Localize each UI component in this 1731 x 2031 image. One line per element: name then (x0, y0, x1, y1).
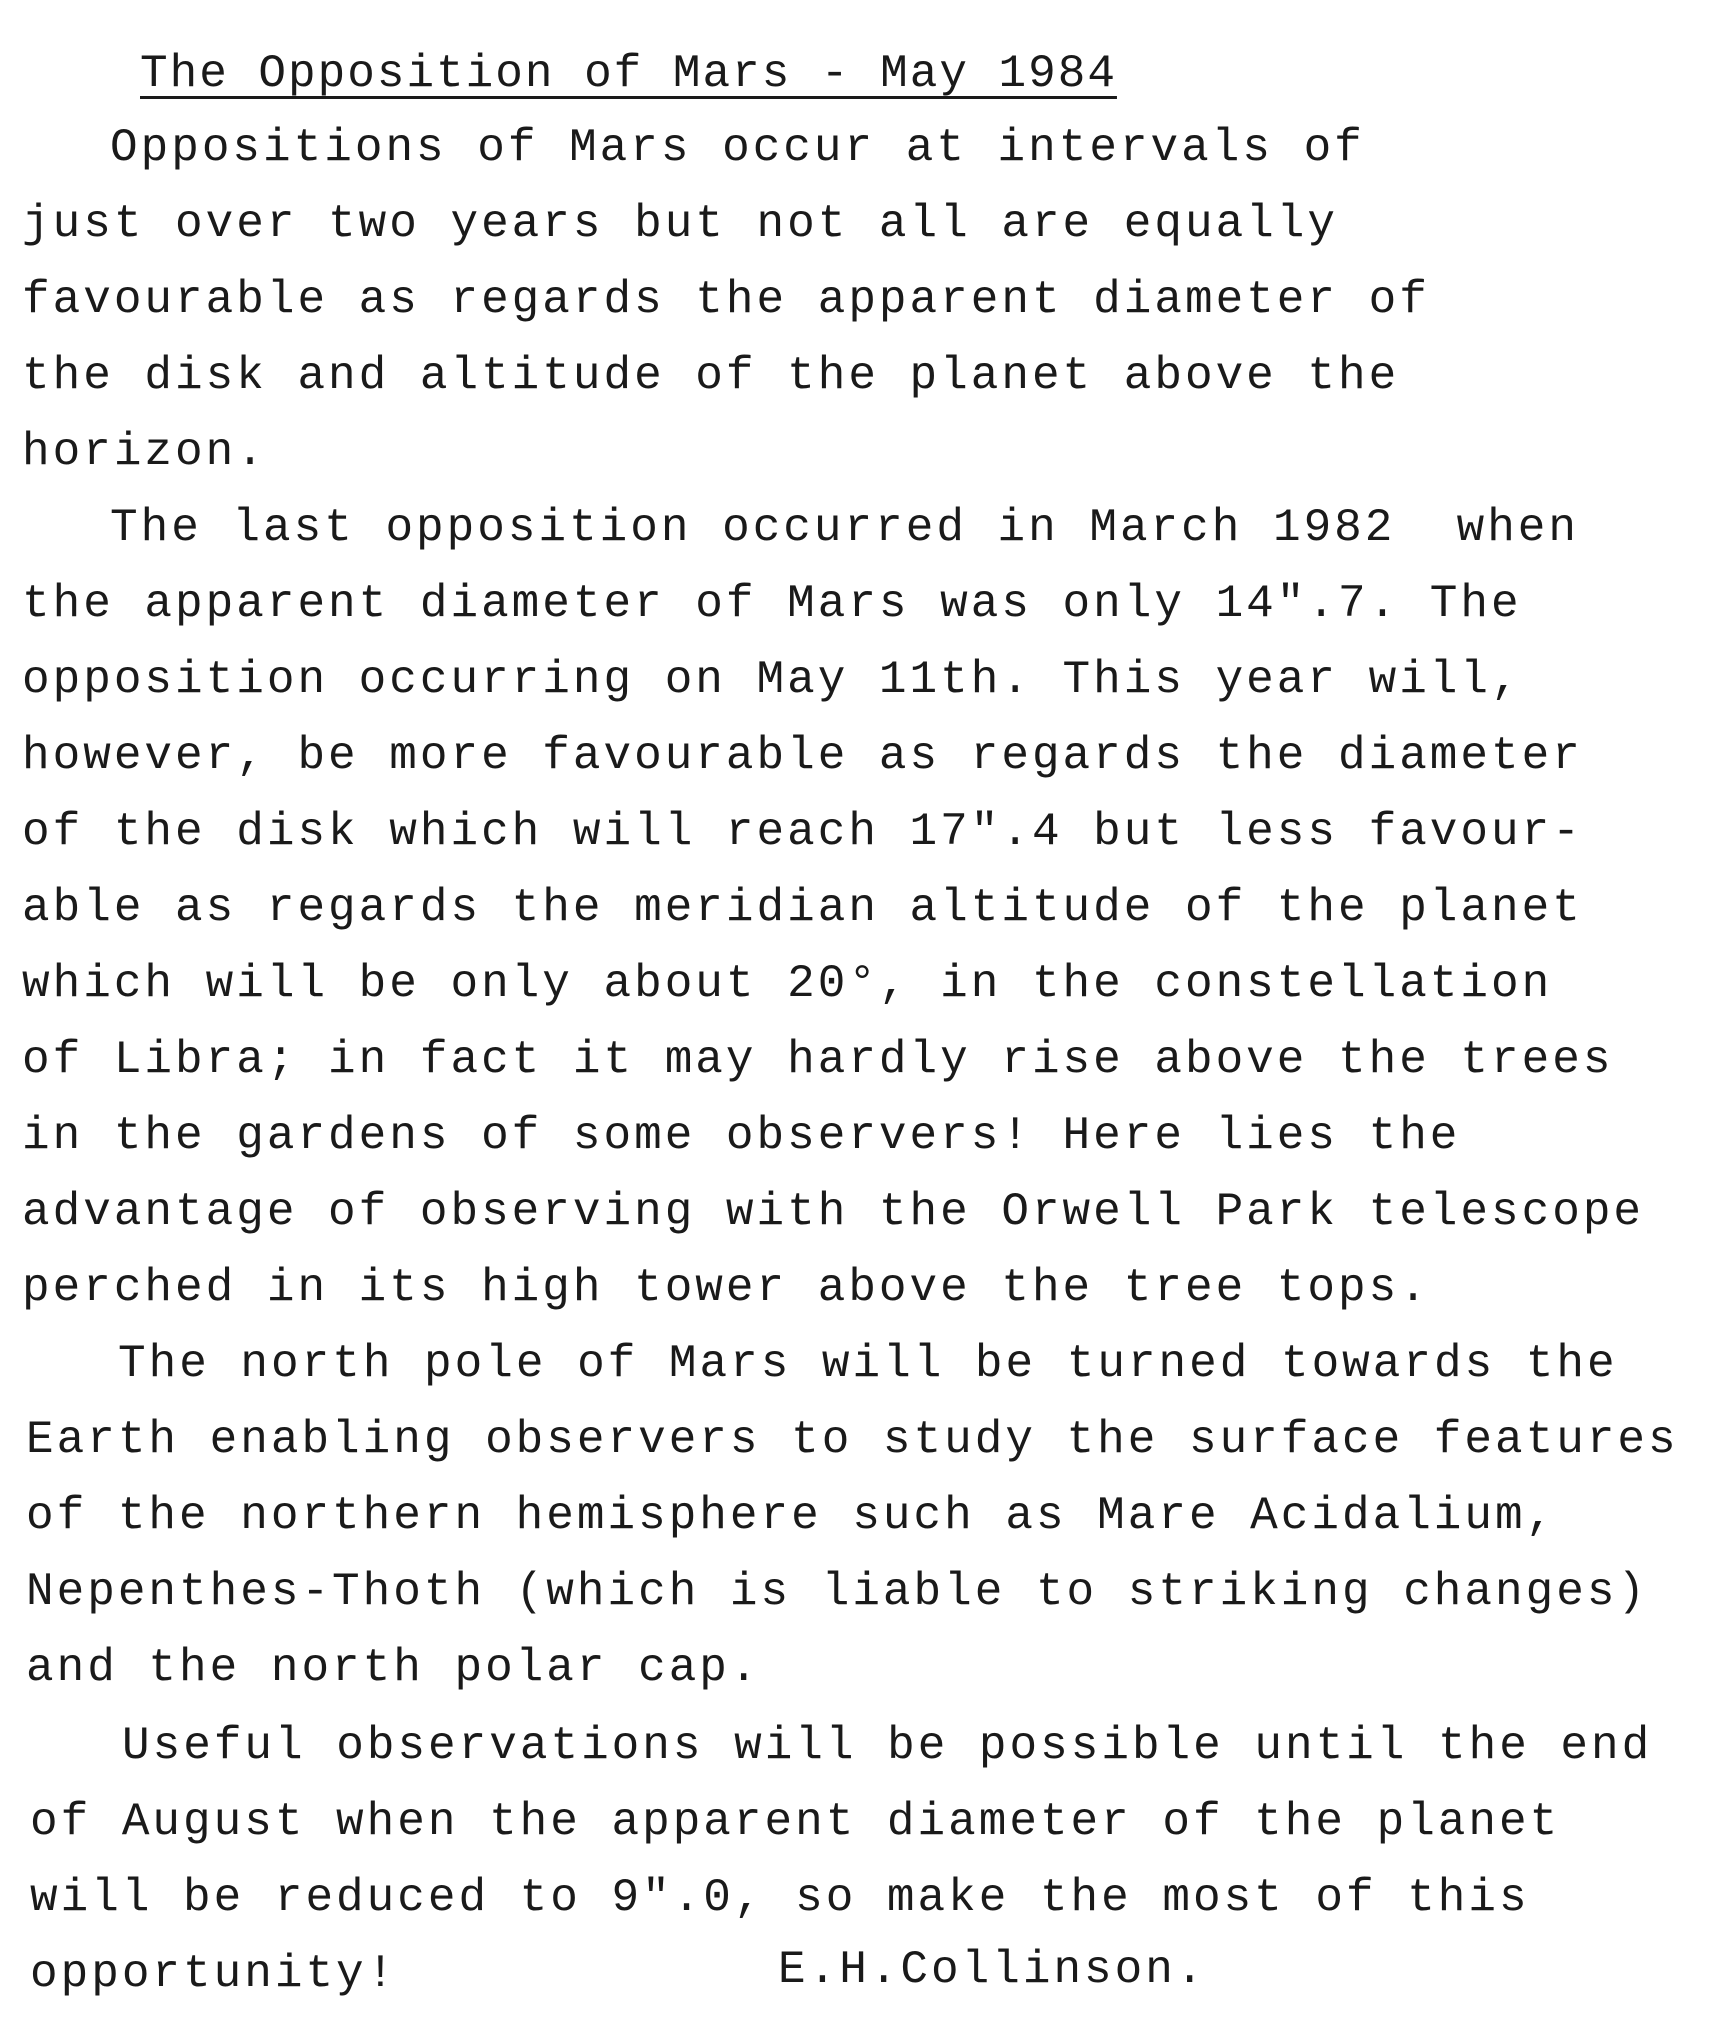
text-line: of the northern hemisphere such as Mare Acidalium, (26, 1490, 1557, 1542)
document-title: The Opposition of Mars - May 1984 (140, 48, 1117, 100)
text-line: Earth enabling observers to study the surface features (26, 1414, 1679, 1466)
text-line: of August when the apparent diameter of the planet (30, 1796, 1561, 1848)
text-line: the disk and altitude of the planet above the (22, 350, 1400, 402)
text-line: just over two years but not all are equally (22, 198, 1338, 250)
text-line: however, be more favourable as regards the diameter (22, 730, 1583, 782)
text-line: favourable as regards the apparent diameter of (22, 274, 1430, 326)
text-line: of Libra; in fact it may hardly rise above the trees (22, 1034, 1614, 1086)
text-line: in the gardens of some observers! Here lies the (22, 1110, 1461, 1162)
text-line: advantage of observing with the Orwell Park telescope (22, 1186, 1645, 1238)
text-line: of the disk which will reach 17".4 but less favour- (22, 806, 1583, 858)
text-line: and the north polar cap. (26, 1642, 761, 1694)
author-signature: E.H.Collinson. (778, 1944, 1207, 1996)
text-line: The north pole of Mars will be turned towards the (118, 1338, 1618, 1390)
text-line: Nepenthes-Thoth (which is liable to striking changes) (26, 1566, 1649, 1618)
text-line: able as regards the meridian altitude of the planet (22, 882, 1583, 934)
text-line: will be reduced to 9".0, so make the most of this (30, 1872, 1530, 1924)
text-line: opportunity! (30, 1948, 398, 2000)
text-line: Oppositions of Mars occur at intervals of (110, 122, 1365, 174)
text-line: perched in its high tower above the tree tops. (22, 1262, 1430, 1314)
text-line: The last opposition occurred in March 1982 when (110, 502, 1580, 554)
text-line: horizon. (22, 426, 267, 478)
text-line: opposition occurring on May 11th. This year will, (22, 654, 1522, 706)
text-line: Useful observations will be possible until the end (122, 1720, 1653, 1772)
text-line: which will be only about 20°, in the constellation (22, 958, 1553, 1010)
text-line: the apparent diameter of Mars was only 14".7. The (22, 578, 1522, 630)
